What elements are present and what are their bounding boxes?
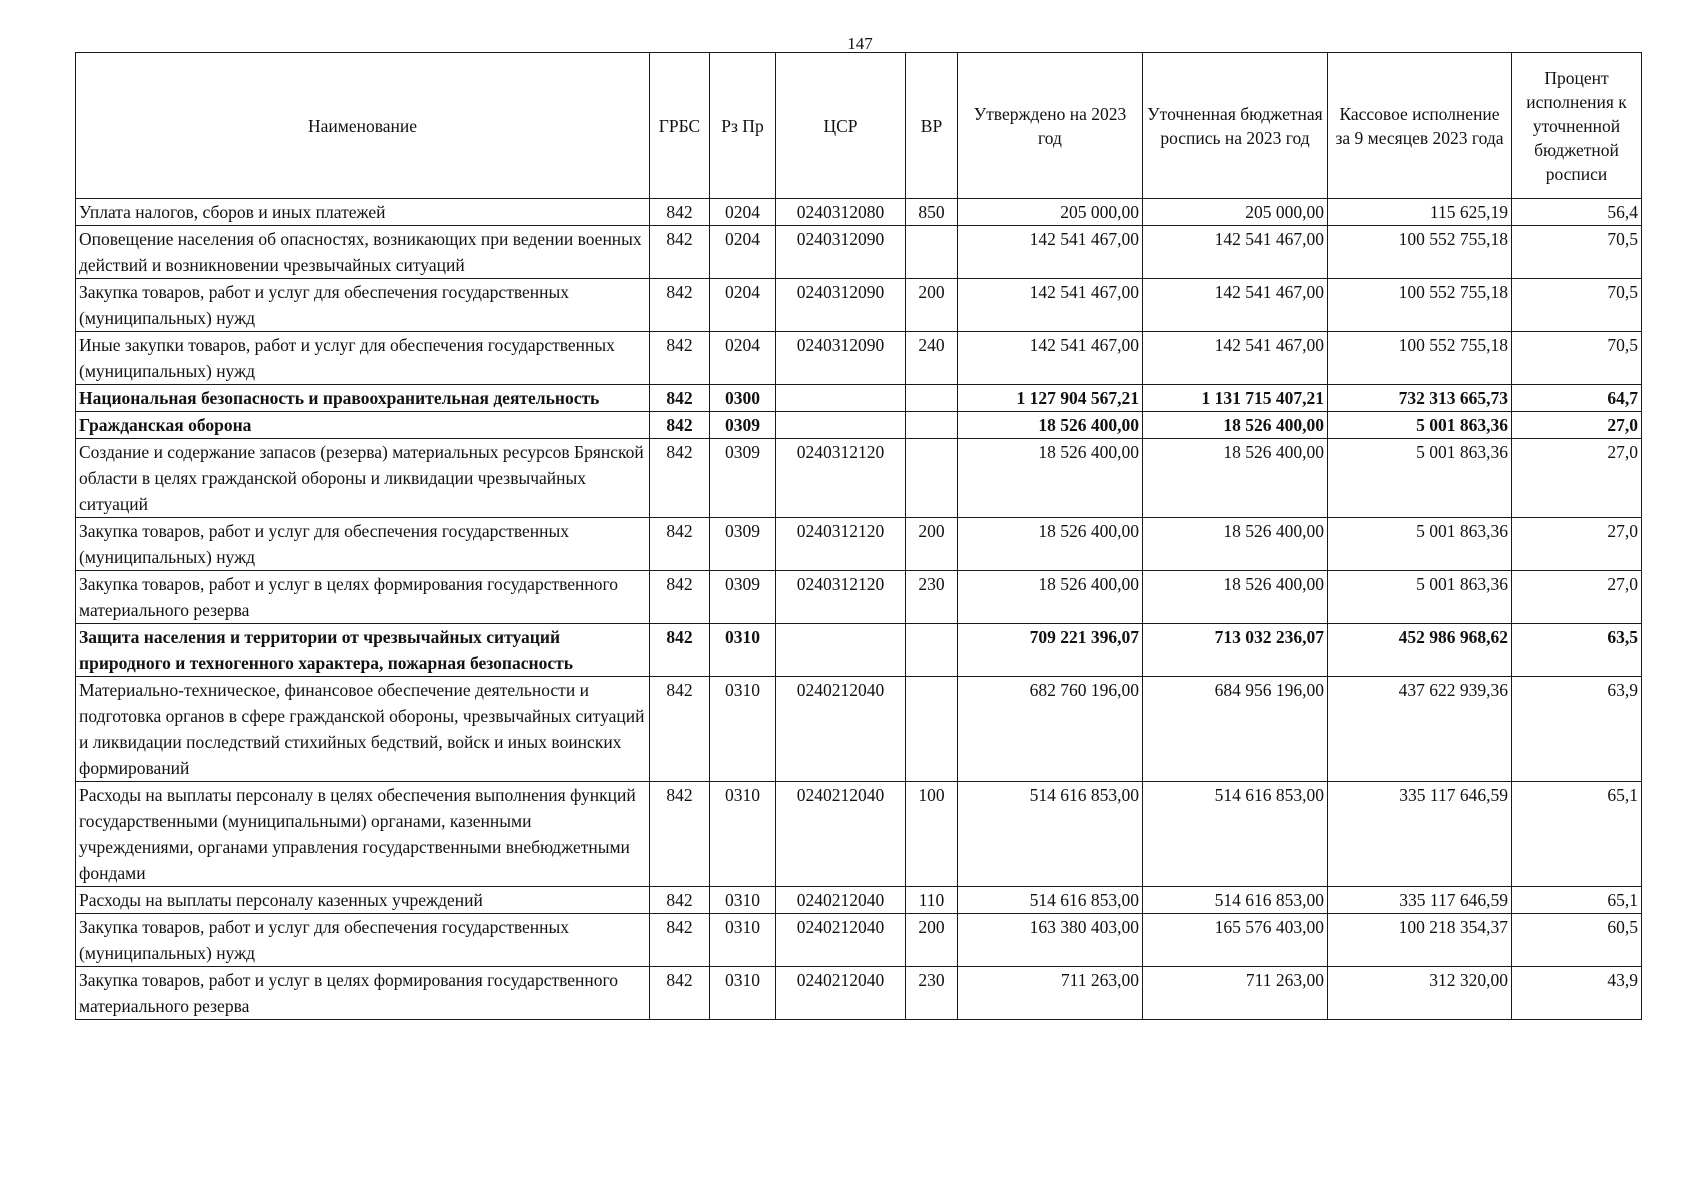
cell-name: Материально-техническое, финансовое обеспечение деятельности и подготовка органов в сфере гражданской обороны, чрезвычайных ситуаций и ликвидации последствий стихийных бедствий, войск и иных воинских формирований bbox=[76, 677, 650, 782]
cell-grbs: 842 bbox=[650, 914, 710, 967]
cell-vr bbox=[906, 226, 958, 279]
table-row bbox=[76, 887, 1642, 914]
header-cash: Кассовое исполнение за 9 месяцев 2023 года bbox=[1328, 53, 1512, 199]
cell-grbs: 842 bbox=[650, 571, 710, 624]
cell-refined: 514 616 853,00 bbox=[1143, 887, 1328, 914]
cell-csr bbox=[776, 385, 906, 412]
header-grbs: ГРБС bbox=[650, 53, 710, 199]
cell-approved: 18 526 400,00 bbox=[958, 412, 1143, 439]
cell-grbs: 842 bbox=[650, 199, 710, 226]
cell-rzpr: 0310 bbox=[710, 624, 776, 677]
cell-refined: 18 526 400,00 bbox=[1143, 439, 1328, 518]
cell-refined: 165 576 403,00 bbox=[1143, 914, 1328, 967]
cell-refined: 514 616 853,00 bbox=[1143, 782, 1328, 887]
cell-grbs: 842 bbox=[650, 279, 710, 332]
cell-approved: 18 526 400,00 bbox=[958, 571, 1143, 624]
table-row bbox=[76, 782, 1642, 887]
cell-grbs: 842 bbox=[650, 782, 710, 887]
table-body bbox=[76, 199, 1642, 1020]
cell-percent: 43,9 bbox=[1512, 967, 1642, 1020]
cell-grbs: 842 bbox=[650, 967, 710, 1020]
table-row bbox=[76, 332, 1642, 385]
cell-rzpr: 0309 bbox=[710, 518, 776, 571]
cell-percent: 64,7 bbox=[1512, 385, 1642, 412]
cell-grbs: 842 bbox=[650, 332, 710, 385]
cell-vr: 200 bbox=[906, 914, 958, 967]
cell-approved: 682 760 196,00 bbox=[958, 677, 1143, 782]
header-vr: ВР bbox=[906, 53, 958, 199]
cell-csr: 0240312090 bbox=[776, 279, 906, 332]
cell-cash: 5 001 863,36 bbox=[1328, 412, 1512, 439]
cell-percent: 56,4 bbox=[1512, 199, 1642, 226]
cell-refined: 18 526 400,00 bbox=[1143, 412, 1328, 439]
cell-approved: 711 263,00 bbox=[958, 967, 1143, 1020]
cell-name: Расходы на выплаты персоналу в целях обеспечения выполнения функций государственными (муниципальными) органами, казенными учреждениями, органами управления государственными внебюджетными фондами bbox=[76, 782, 650, 887]
table-row bbox=[76, 518, 1642, 571]
cell-name: Иные закупки товаров, работ и услуг для обеспечения государственных (муниципальных) нужд bbox=[76, 332, 650, 385]
cell-vr: 240 bbox=[906, 332, 958, 385]
cell-grbs: 842 bbox=[650, 412, 710, 439]
cell-name: Оповещение населения об опасностях, возникающих при ведении военных действий и возникновении чрезвычайных ситуаций bbox=[76, 226, 650, 279]
cell-cash: 100 552 755,18 bbox=[1328, 332, 1512, 385]
cell-grbs: 842 bbox=[650, 385, 710, 412]
cell-rzpr: 0204 bbox=[710, 199, 776, 226]
cell-approved: 18 526 400,00 bbox=[958, 518, 1143, 571]
cell-csr: 0240312120 bbox=[776, 439, 906, 518]
cell-grbs: 842 bbox=[650, 226, 710, 279]
cell-rzpr: 0310 bbox=[710, 967, 776, 1020]
table-row bbox=[76, 279, 1642, 332]
cell-grbs: 842 bbox=[650, 677, 710, 782]
cell-percent: 63,9 bbox=[1512, 677, 1642, 782]
table-row bbox=[76, 914, 1642, 967]
cell-percent: 63,5 bbox=[1512, 624, 1642, 677]
cell-name: Расходы на выплаты персоналу казенных учреждений bbox=[76, 887, 650, 914]
cell-name: Гражданская оборона bbox=[76, 412, 650, 439]
cell-percent: 27,0 bbox=[1512, 518, 1642, 571]
table-header bbox=[76, 53, 1642, 199]
cell-rzpr: 0309 bbox=[710, 571, 776, 624]
cell-approved: 18 526 400,00 bbox=[958, 439, 1143, 518]
cell-percent: 60,5 bbox=[1512, 914, 1642, 967]
cell-name: Создание и содержание запасов (резерва) материальных ресурсов Брянской области в целях гражданской обороны и ликвидации чрезвычайных ситуаций bbox=[76, 439, 650, 518]
cell-csr: 0240312120 bbox=[776, 571, 906, 624]
table-row bbox=[76, 385, 1642, 412]
cell-cash: 452 986 968,62 bbox=[1328, 624, 1512, 677]
cell-vr bbox=[906, 677, 958, 782]
table-row bbox=[76, 412, 1642, 439]
cell-vr: 200 bbox=[906, 518, 958, 571]
cell-refined: 1 131 715 407,21 bbox=[1143, 385, 1328, 412]
cell-vr: 110 bbox=[906, 887, 958, 914]
cell-cash: 312 320,00 bbox=[1328, 967, 1512, 1020]
cell-vr: 230 bbox=[906, 967, 958, 1020]
cell-vr bbox=[906, 412, 958, 439]
cell-name: Закупка товаров, работ и услуг в целях формирования государственного материального резерва bbox=[76, 571, 650, 624]
cell-cash: 5 001 863,36 bbox=[1328, 571, 1512, 624]
cell-percent: 27,0 bbox=[1512, 439, 1642, 518]
cell-refined: 713 032 236,07 bbox=[1143, 624, 1328, 677]
cell-csr: 0240312120 bbox=[776, 518, 906, 571]
cell-csr bbox=[776, 624, 906, 677]
cell-grbs: 842 bbox=[650, 887, 710, 914]
cell-approved: 514 616 853,00 bbox=[958, 782, 1143, 887]
budget-table bbox=[75, 52, 1642, 1020]
cell-name: Закупка товаров, работ и услуг для обеспечения государственных (муниципальных) нужд bbox=[76, 518, 650, 571]
cell-csr: 0240312080 bbox=[776, 199, 906, 226]
cell-percent: 70,5 bbox=[1512, 332, 1642, 385]
header-row bbox=[76, 53, 1642, 199]
cell-rzpr: 0309 bbox=[710, 412, 776, 439]
cell-csr: 0240212040 bbox=[776, 887, 906, 914]
cell-cash: 100 552 755,18 bbox=[1328, 279, 1512, 332]
table-row bbox=[76, 226, 1642, 279]
cell-grbs: 842 bbox=[650, 518, 710, 571]
cell-approved: 142 541 467,00 bbox=[958, 226, 1143, 279]
cell-cash: 100 218 354,37 bbox=[1328, 914, 1512, 967]
cell-approved: 142 541 467,00 bbox=[958, 332, 1143, 385]
cell-percent: 70,5 bbox=[1512, 226, 1642, 279]
cell-rzpr: 0300 bbox=[710, 385, 776, 412]
cell-approved: 163 380 403,00 bbox=[958, 914, 1143, 967]
cell-cash: 100 552 755,18 bbox=[1328, 226, 1512, 279]
cell-name: Закупка товаров, работ и услуг в целях формирования государственного материального резерва bbox=[76, 967, 650, 1020]
cell-cash: 335 117 646,59 bbox=[1328, 782, 1512, 887]
cell-refined: 142 541 467,00 bbox=[1143, 279, 1328, 332]
cell-csr: 0240312090 bbox=[776, 226, 906, 279]
header-rzpr: Рз Пр bbox=[710, 53, 776, 199]
cell-approved: 514 616 853,00 bbox=[958, 887, 1143, 914]
cell-percent: 27,0 bbox=[1512, 571, 1642, 624]
cell-csr: 0240312090 bbox=[776, 332, 906, 385]
cell-rzpr: 0204 bbox=[710, 279, 776, 332]
cell-vr: 200 bbox=[906, 279, 958, 332]
cell-rzpr: 0310 bbox=[710, 782, 776, 887]
cell-rzpr: 0204 bbox=[710, 226, 776, 279]
cell-percent: 65,1 bbox=[1512, 782, 1642, 887]
table-row bbox=[76, 677, 1642, 782]
cell-percent: 27,0 bbox=[1512, 412, 1642, 439]
header-refined: Уточненная бюджетная роспись на 2023 год bbox=[1143, 53, 1328, 199]
cell-vr: 850 bbox=[906, 199, 958, 226]
cell-grbs: 842 bbox=[650, 439, 710, 518]
header-approved: Утверждено на 2023 год bbox=[958, 53, 1143, 199]
cell-cash: 437 622 939,36 bbox=[1328, 677, 1512, 782]
cell-cash: 335 117 646,59 bbox=[1328, 887, 1512, 914]
cell-name: Закупка товаров, работ и услуг для обеспечения государственных (муниципальных) нужд bbox=[76, 279, 650, 332]
table-row bbox=[76, 439, 1642, 518]
cell-percent: 70,5 bbox=[1512, 279, 1642, 332]
cell-vr: 100 bbox=[906, 782, 958, 887]
cell-vr: 230 bbox=[906, 571, 958, 624]
cell-refined: 18 526 400,00 bbox=[1143, 571, 1328, 624]
cell-rzpr: 0310 bbox=[710, 887, 776, 914]
cell-refined: 684 956 196,00 bbox=[1143, 677, 1328, 782]
cell-rzpr: 0204 bbox=[710, 332, 776, 385]
cell-csr: 0240212040 bbox=[776, 782, 906, 887]
cell-percent: 65,1 bbox=[1512, 887, 1642, 914]
cell-rzpr: 0310 bbox=[710, 677, 776, 782]
cell-refined: 205 000,00 bbox=[1143, 199, 1328, 226]
cell-cash: 5 001 863,36 bbox=[1328, 439, 1512, 518]
cell-csr: 0240212040 bbox=[776, 677, 906, 782]
cell-cash: 115 625,19 bbox=[1328, 199, 1512, 226]
header-csr: ЦСР bbox=[776, 53, 906, 199]
cell-vr bbox=[906, 385, 958, 412]
cell-refined: 18 526 400,00 bbox=[1143, 518, 1328, 571]
cell-refined: 142 541 467,00 bbox=[1143, 226, 1328, 279]
cell-approved: 205 000,00 bbox=[958, 199, 1143, 226]
header-percent: Процент исполнения к уточненной бюджетной росписи bbox=[1512, 53, 1642, 199]
cell-rzpr: 0309 bbox=[710, 439, 776, 518]
cell-name: Закупка товаров, работ и услуг для обеспечения государственных (муниципальных) нужд bbox=[76, 914, 650, 967]
table-row bbox=[76, 624, 1642, 677]
cell-approved: 709 221 396,07 bbox=[958, 624, 1143, 677]
page-number: 147 bbox=[847, 34, 873, 53]
cell-vr bbox=[906, 439, 958, 518]
cell-refined: 142 541 467,00 bbox=[1143, 332, 1328, 385]
cell-rzpr: 0310 bbox=[710, 914, 776, 967]
cell-vr bbox=[906, 624, 958, 677]
cell-grbs: 842 bbox=[650, 624, 710, 677]
cell-cash: 732 313 665,73 bbox=[1328, 385, 1512, 412]
table-row bbox=[76, 571, 1642, 624]
cell-approved: 142 541 467,00 bbox=[958, 279, 1143, 332]
cell-csr: 0240212040 bbox=[776, 914, 906, 967]
table-row bbox=[76, 967, 1642, 1020]
cell-csr: 0240212040 bbox=[776, 967, 906, 1020]
cell-name: Защита населения и территории от чрезвычайных ситуаций природного и техногенного характера, пожарная безопасность bbox=[76, 624, 650, 677]
cell-name: Уплата налогов, сборов и иных платежей bbox=[76, 199, 650, 226]
cell-approved: 1 127 904 567,21 bbox=[958, 385, 1143, 412]
cell-name: Национальная безопасность и правоохранительная деятельность bbox=[76, 385, 650, 412]
cell-refined: 711 263,00 bbox=[1143, 967, 1328, 1020]
cell-cash: 5 001 863,36 bbox=[1328, 518, 1512, 571]
cell-csr bbox=[776, 412, 906, 439]
table-row bbox=[76, 199, 1642, 226]
header-name: Наименование bbox=[76, 53, 650, 199]
